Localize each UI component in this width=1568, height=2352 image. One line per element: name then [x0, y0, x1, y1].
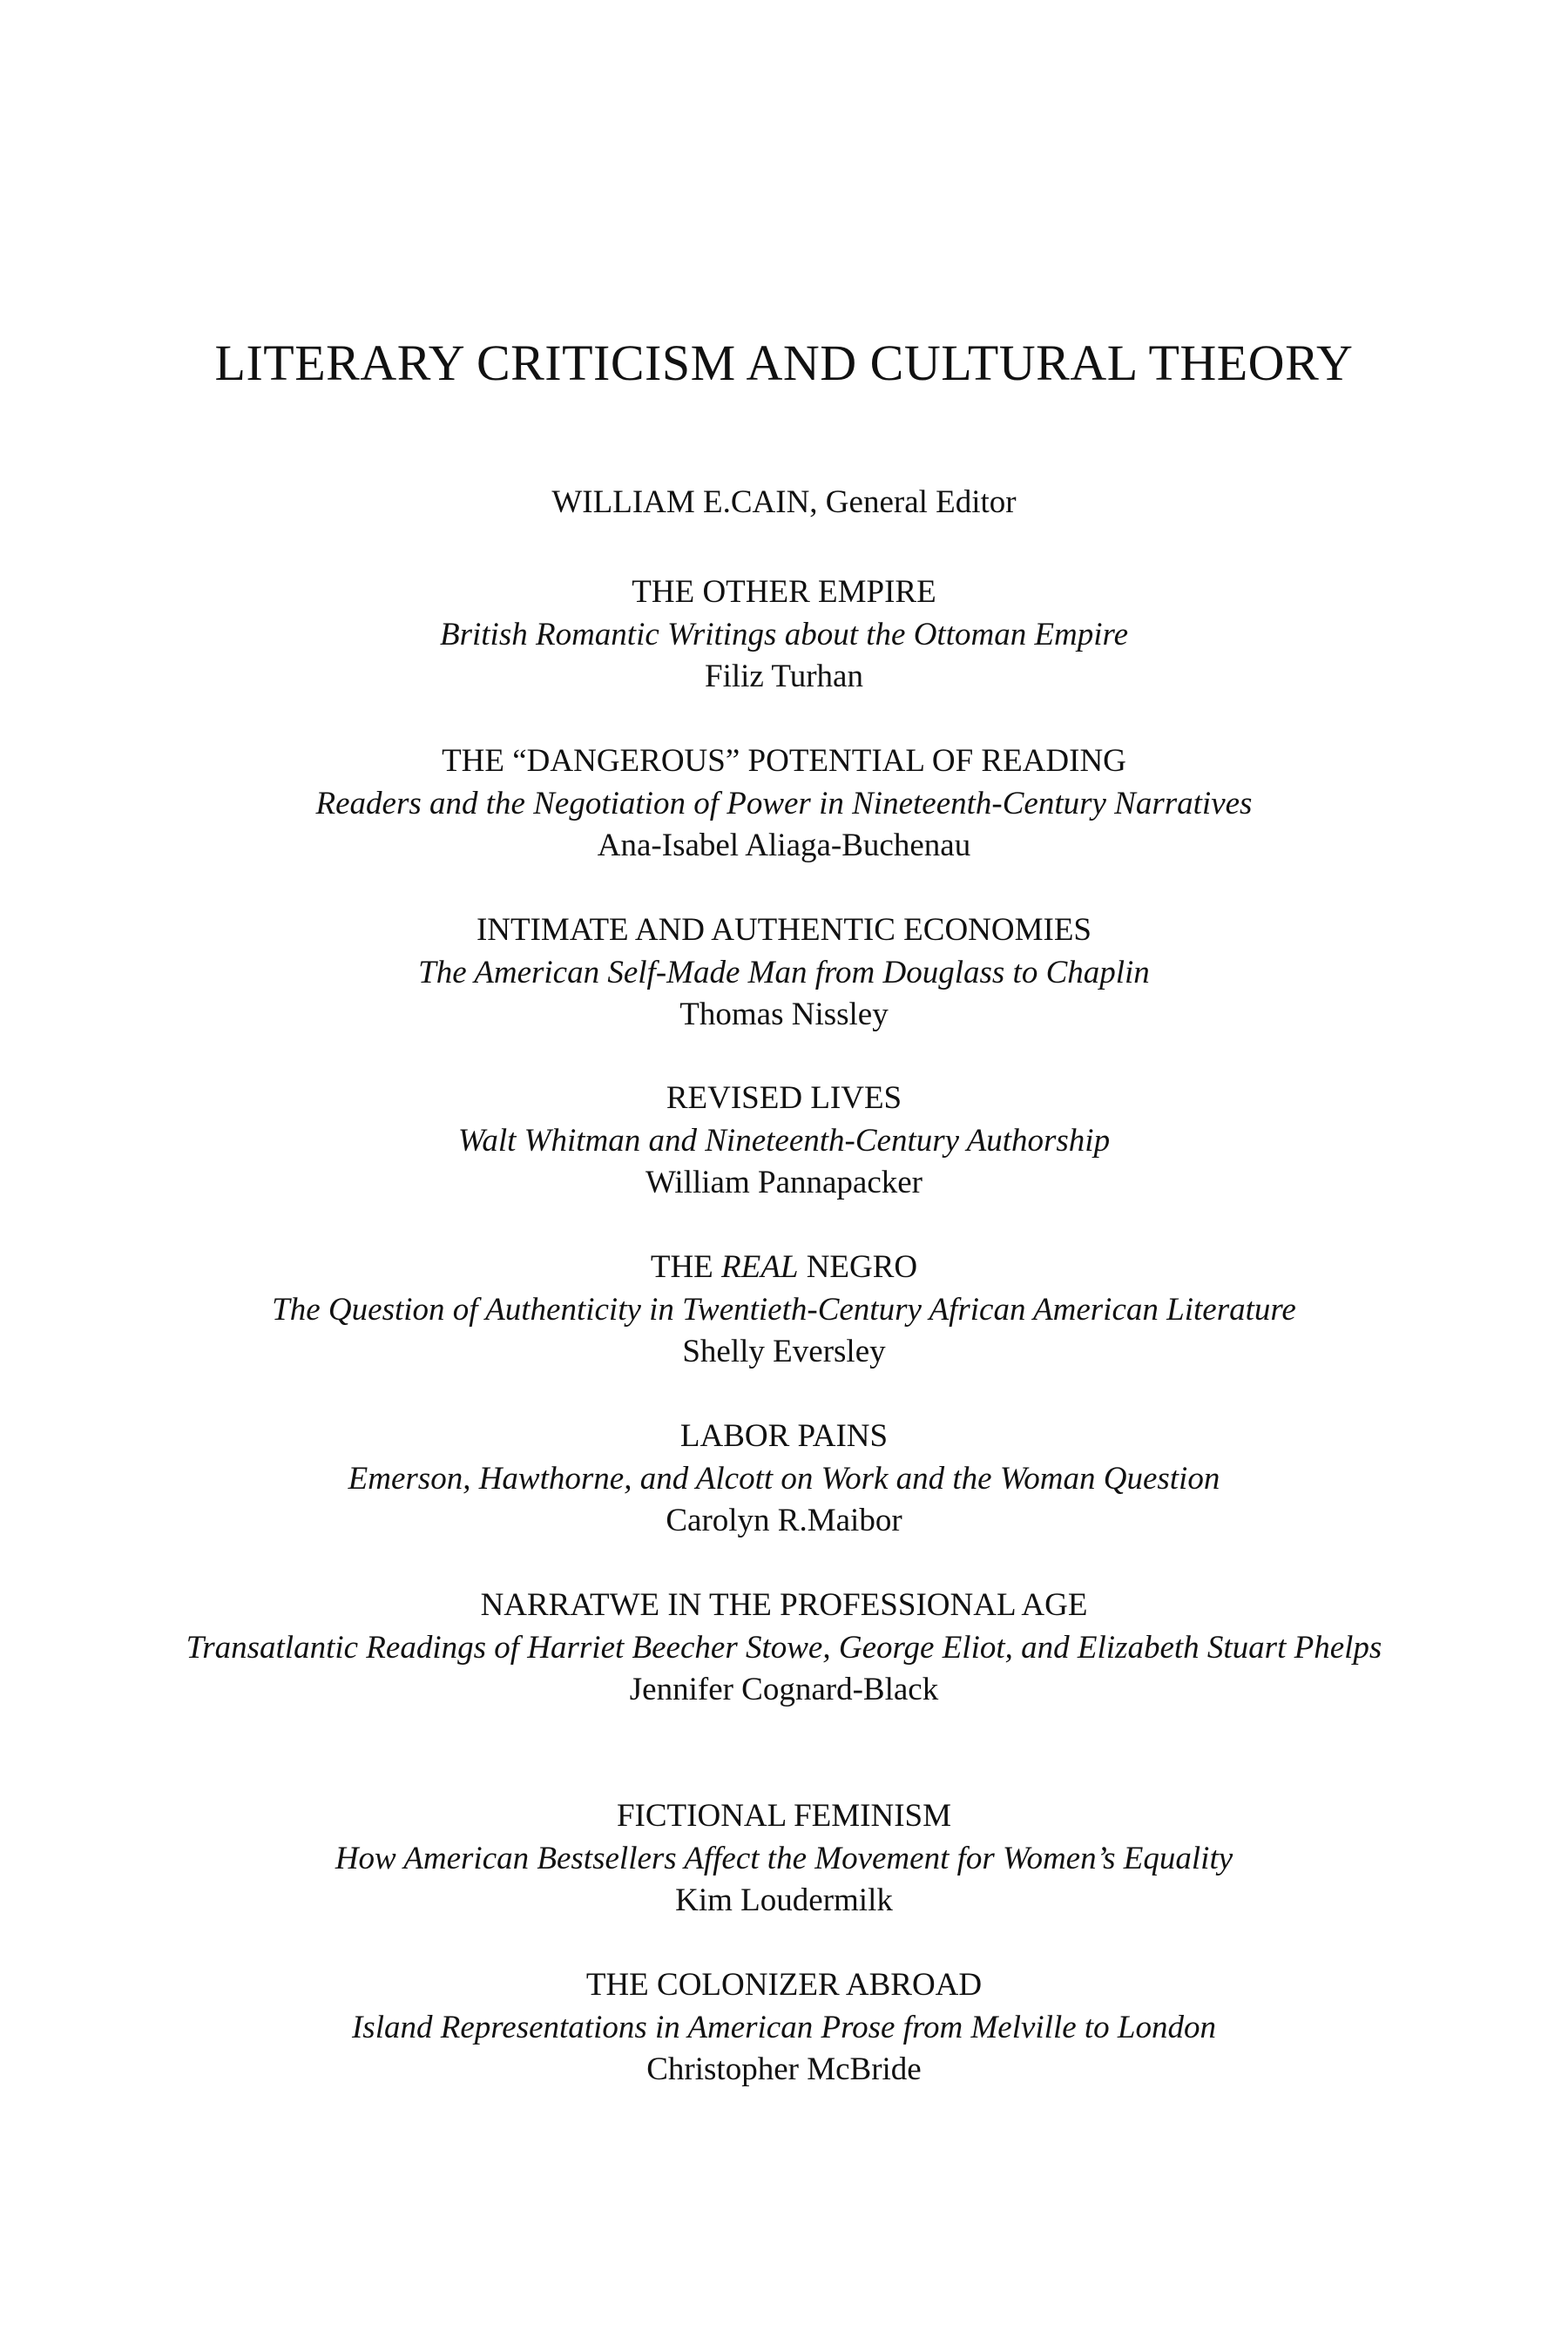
book-entry	[87, 571, 1481, 699]
book-title: THE COLONIZER ABROAD	[585, 1967, 983, 2003]
book-entry	[87, 1247, 1481, 1374]
book-title-prefix: THE	[650, 1249, 722, 1285]
book-title: INTIMATE AND AUTHENTIC ECONOMIES	[476, 912, 1092, 948]
general-editor: WILLIAM E.CAIN, General Editor	[551, 484, 1017, 520]
book-title: THE OTHER EMPIRE	[632, 574, 936, 610]
book-title: REVISED LIVES	[666, 1080, 902, 1116]
book-title	[87, 1247, 1481, 1289]
book-author: William Pannapacker	[645, 1165, 923, 1200]
book-author: Carolyn R.Maibor	[666, 1503, 902, 1538]
book-author: Jennifer Cognard-Black	[629, 1672, 939, 1707]
book-subtitle: The American Self-Made Man from Douglass to Chaplin	[418, 954, 1150, 990]
book-entry	[87, 1585, 1481, 1712]
book-subtitle: Emerson, Hawthorne, and Alcott on Work and the Woman Question	[348, 1460, 1220, 1497]
book-entry	[87, 1795, 1481, 1923]
book-title-italic: REAL	[721, 1249, 799, 1285]
book-author: Christopher McBride	[646, 2051, 922, 2087]
book-author: Shelly Eversley	[682, 1334, 886, 1369]
book-entry	[87, 740, 1481, 868]
book-title-suffix: NEGRO	[798, 1249, 918, 1285]
book-subtitle: The Question of Authenticity in Twentieth-Century African American Literature	[272, 1291, 1296, 1328]
book-author: Ana-Isabel Aliaga-Buchenau	[597, 828, 971, 863]
book-title: FICTIONAL FEMINISM	[616, 1798, 952, 1834]
series-title: LITERARY CRITICISM AND CULTURAL THEORY	[214, 335, 1354, 391]
book-subtitle: Walt Whitman and Nineteenth-Century Authorship	[457, 1122, 1111, 1159]
book-entry	[87, 1416, 1481, 1543]
book-author: Thomas Nissley	[679, 997, 889, 1032]
book-subtitle: Readers and the Negotiation of Power in Nineteenth-Century Narratives	[315, 785, 1253, 821]
book-subtitle: Transatlantic Readings of Harriet Beecher Stowe, George Eliot, and Elizabeth Stuart Phelps	[186, 1629, 1382, 1666]
book-subtitle: Island Representations in American Prose from Melville to London	[351, 2009, 1217, 2045]
book-subtitle: How American Bestsellers Affect the Movement for Women’s Equality	[335, 1840, 1233, 1876]
book-title: LABOR PAINS	[679, 1418, 889, 1454]
book-subtitle: British Romantic Writings about the Ottoman Empire	[440, 616, 1128, 652]
book-entry	[87, 1078, 1481, 1205]
book-entry	[87, 1964, 1481, 2092]
book-entry	[87, 909, 1481, 1037]
book-title: NARRATWE IN THE PROFESSIONAL AGE	[480, 1587, 1088, 1623]
book-author: Kim Loudermilk	[675, 1882, 893, 1918]
book-author: Filiz Turhan	[705, 659, 863, 694]
book-title: THE “DANGEROUS” POTENTIAL OF READING	[442, 743, 1126, 779]
